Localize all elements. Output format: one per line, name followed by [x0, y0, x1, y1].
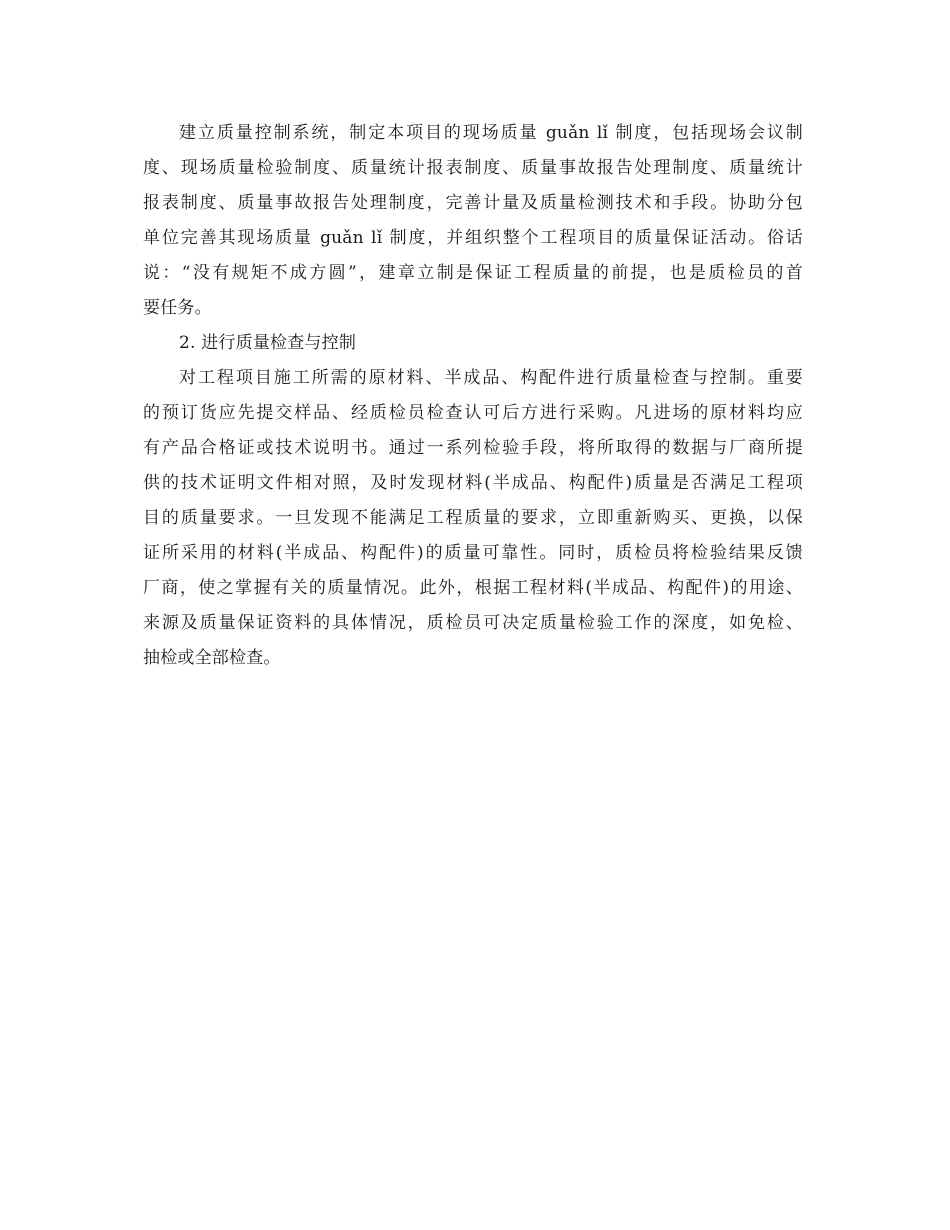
document-body: [143, 116, 803, 676]
paragraph-line: 说：“没有规矩不成方圆”，建章立制是保证工程质量的前提，也是质检员的首: [143, 263, 803, 283]
paragraph-line: 证所采用的材料(半成品、构配件)的质量可靠性。同时，质检员将检验结果反馈: [143, 543, 803, 563]
paragraph-line: 有产品合格证或技术说明书。通过一系列检验手段，将所取得的数据与厂商所提: [143, 438, 803, 458]
paragraph-line: 的预订货应先提交样品、经质检员检查认可后方进行采购。凡进场的原材料均应: [143, 403, 803, 423]
section-heading: 2. 进行质量检查与控制: [179, 333, 357, 353]
paragraph-line: 供的技术证明文件相对照，及时发现材料(半成品、构配件)质量是否满足工程项: [143, 473, 803, 493]
paragraph-line: 要任务。: [143, 298, 212, 318]
paragraph-line: 抽检或全部检查。: [143, 648, 281, 668]
paragraph-line: 建立质量控制系统，制定本项目的现场质量 guǎn lǐ 制度，包括现场会议制: [179, 123, 803, 143]
paragraph-line: 厂商，使之掌握有关的质量情况。此外，根据工程材料(半成品、构配件)的用途、: [143, 578, 803, 598]
paragraph-line: 单位完善其现场质量 guǎn lǐ 制度，并组织整个工程项目的质量保证活动。俗话: [143, 228, 803, 248]
paragraph-line: 目的质量要求。一旦发现不能满足工程质量的要求，立即重新购买、更换，以保: [143, 508, 803, 528]
paragraph-quality-inspection: [143, 361, 803, 676]
paragraph-line: 对工程项目施工所需的原材料、半成品、构配件进行质量检查与控制。重要: [179, 368, 803, 388]
paragraph-line: 来源及质量保证资料的具体情况，质检员可决定质量检验工作的深度，如免检、: [143, 613, 803, 633]
paragraph-quality-system: [143, 116, 803, 326]
paragraph-line: 度、现场质量检验制度、质量统计报表制度、质量事故报告处理制度、质量统计: [143, 158, 803, 178]
paragraph-line: 报表制度、质量事故报告处理制度，完善计量及质量检测技术和手段。协助分包: [143, 193, 803, 213]
